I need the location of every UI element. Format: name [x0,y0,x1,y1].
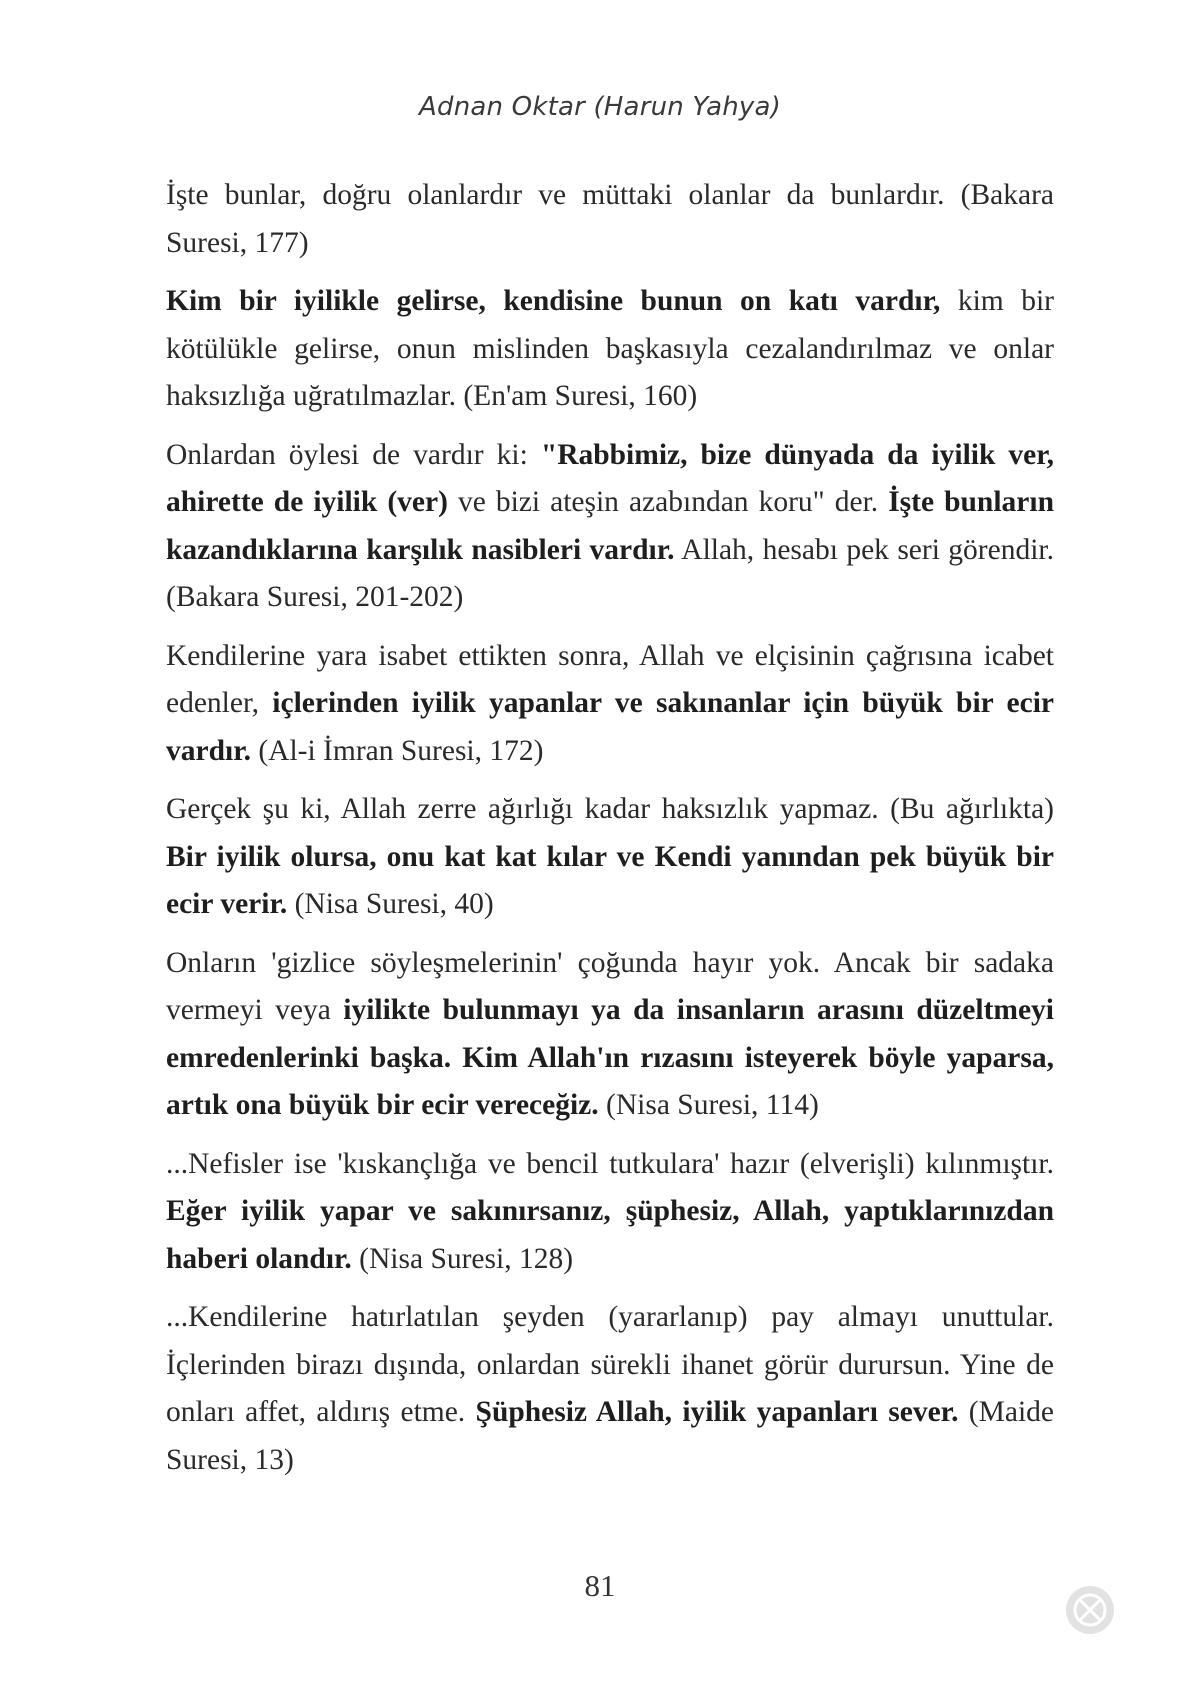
emphasized-text: iyilikte bulunmayı ya da insanların arasını düzeltmeyi emredenlerinki başka. Kim Allah'ın rızasını isteyerek böyle yaparsa, artık ona büyük bir ecir vereceğiz. [166,994,1055,1121]
emphasized-text: "Rabbimiz, bize dünyada da iyilik ver, ahirette de iyilik (ver) [166,438,1055,518]
emphasized-text: içlerinden iyilik yapanlar ve sakınanlar için büyük bir ecir vardır. [166,687,1054,767]
paragraph [166,1141,1054,1284]
body-text: (Nisa Suresi, 128) [351,1242,574,1275]
paragraph [166,633,1054,776]
body-text: ...Kendilerine hatırlatılan şeyden (yararlanıp) pay almayı unuttular. İçlerinden birazı dışında, onlardan sürekli ihanet görür durursun. Yine de onları affet, aldırış etme. [166,1301,1054,1428]
body-text: Onların 'gizlice söyleşmelerinin' çoğunda hayır yok. Ancak bir sadaka vermeyi veya [166,946,1054,1026]
body-text: Kendilerine yara isabet ettikten sonra, Allah ve elçisinin çağrısına icabet edenler, [166,639,1054,719]
body-text: ve bizi ateşin azabından koru" der. [447,486,889,518]
emphasized-text: Eğer iyilik yapar ve sakınırsanız, şüphesiz, Allah, yaptıklarınızdan haberi olandır. [166,1195,1054,1275]
body-text: İşte bunlar, doğru olanlardır ve müttaki olanlar da bunlardır. (Bakara Suresi, 177) [166,179,1054,259]
paragraph [166,786,1054,929]
running-header: Adnan Oktar (Harun Yahya) [419,92,781,122]
body-text: (Nisa Suresi, 114) [598,1089,819,1121]
emphasized-text: Kim bir iyilikle gelirse, kendisine bunun on katı vardır, [166,285,941,317]
body-text: (Al-i İmran Suresi, 172) [250,734,544,767]
body-text: Onlardan öylesi de vardır ki: [166,438,541,471]
publisher-mark-icon [1064,1584,1116,1636]
body-text: (Maide Suresi, 13) [166,1396,1054,1476]
paragraph [166,1294,1054,1484]
paragraph [166,278,1054,421]
paragraph [166,940,1054,1130]
body-text: Gerçek şu ki, Allah zerre ağırlığı kadar haksızlık yapmaz. (Bu ağırlıkta) [166,793,1054,825]
emphasized-text: Bir iyilik olursa, onu kat kat kılar ve Kendi yanından pek büyük bir ecir verir. [166,840,1054,920]
body-text: ...Nefisler ise 'kıskançlığa ve bencil tutkulara' hazır (elverişli) kılınmıştır. [166,1147,1054,1180]
emphasized-text: Şüphesiz Allah, iyilik yapanları sever. [475,1396,959,1428]
emphasized-text: İşte bunların kazandıklarına karşılık nasibleri vardır. [166,486,1054,566]
body-text: Allah, hesabı pek seri görendir. (Bakara Suresi, 201-202) [166,533,1054,613]
page-body [166,172,1054,1495]
page-number: 81 [584,1568,616,1603]
paragraph [166,172,1054,267]
paragraph [166,432,1054,622]
body-text: kim bir kötülükle gelirse, onun mislinden başkasıyla cezalandırılmaz ve onlar haksızlığa uğratılmazlar. (En'am Suresi, 160) [166,285,1054,412]
body-text: (Nisa Suresi, 40) [287,888,494,920]
